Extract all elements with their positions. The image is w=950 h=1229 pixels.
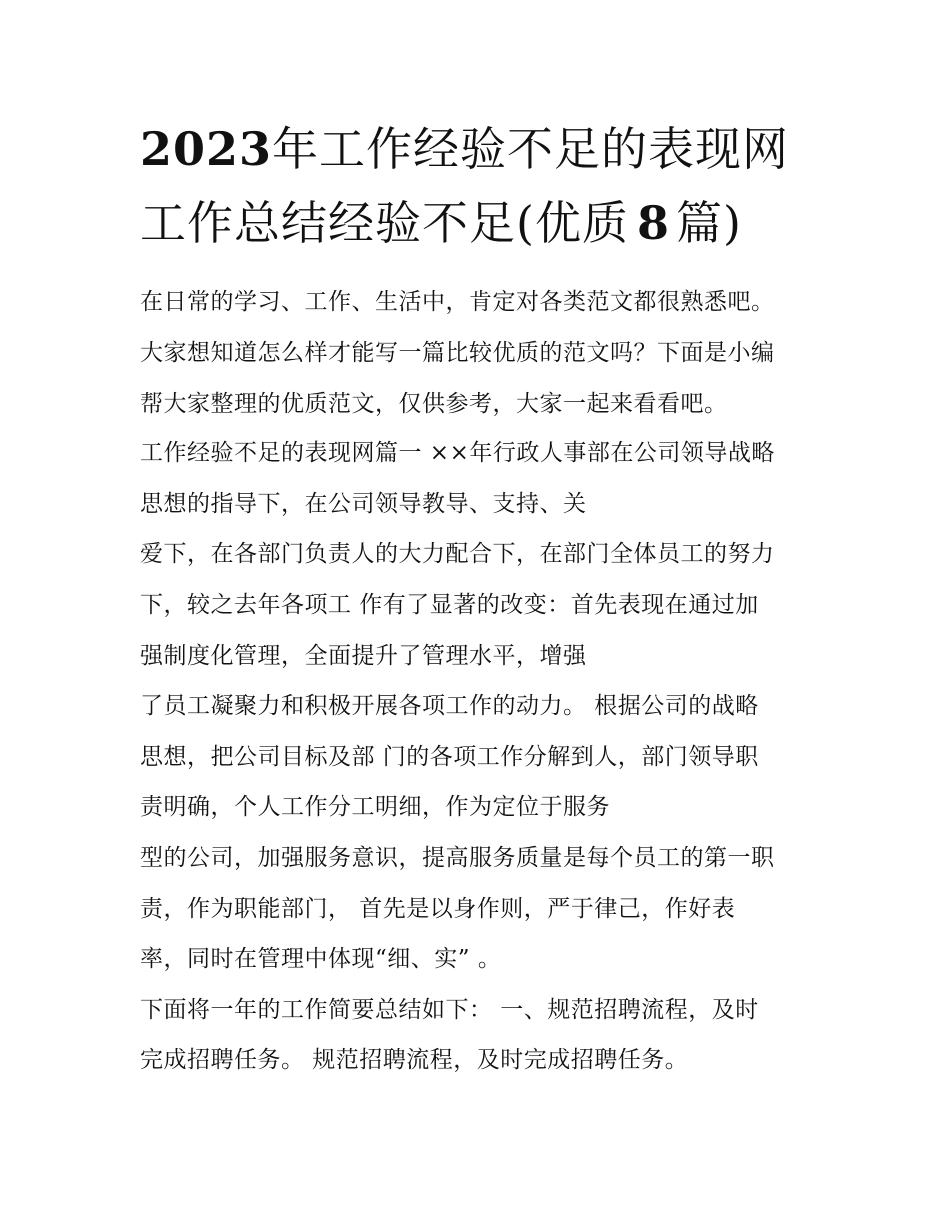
document-title-line-1 bbox=[140, 122, 790, 176]
body-line: 爱下，在各部门负责人的大力配合下，在部门全体员工的努力 bbox=[140, 541, 775, 567]
body-line: 帮大家整理的优质范文，仅供参考，大家一起来看看吧。 bbox=[140, 391, 728, 417]
body-line: 责明确，个人工作分工明细，作为定位于服务 bbox=[140, 794, 610, 820]
body-line: 责，作为职能部门， 首先是以身作则，严于律己，作好表 bbox=[140, 896, 736, 922]
title-count: 8 bbox=[636, 196, 670, 250]
body-line: 率，同时在管理中体现“细、实” 。 bbox=[140, 946, 502, 972]
body-line: 大家想知道怎么样才能写一篇比较优质的范文吗？下面是小编 bbox=[140, 340, 775, 366]
body-line: 在日常的学习、工作、生活中，肯定对各类范文都很熟悉吧。 bbox=[140, 289, 775, 315]
body-line: 工作经验不足的表现网篇一 ××年行政人事部在公司领导战略 bbox=[140, 440, 775, 466]
title-text-3: 篇) bbox=[675, 196, 742, 250]
body-line: 型的公司，加强服务意识，提高服务质量是每个员工的第一职 bbox=[140, 845, 775, 871]
body-line: 了员工凝聚力和积极开展各项工作的动力。 根据公司的战略 bbox=[140, 693, 759, 719]
body-line: 完成招聘任务。 规范招聘流程，及时完成招聘任务。 bbox=[140, 1047, 689, 1073]
body-line: 下面将一年的工作简要总结如下： 一、规范招聘流程，及时 bbox=[140, 997, 759, 1023]
title-year: 2023 bbox=[140, 122, 273, 176]
title-text-1: 年工作经验不足的表现网 bbox=[272, 122, 790, 176]
body-line: 下，较之去年各项工 作有了显著的改变：首先表现在通过加 bbox=[140, 592, 759, 618]
body-line: 强制度化管理，全面提升了管理水平，增强 bbox=[140, 643, 587, 669]
body-line: 思想，把公司目标及部 门的各项工作分解到人，部门领导职 bbox=[140, 744, 759, 770]
body-line: 思想的指导下，在公司领导教导、支持、关 bbox=[140, 491, 587, 517]
title-text-2: 工作总结经验不足(优质 bbox=[140, 196, 629, 250]
document-title-line-2 bbox=[140, 196, 742, 250]
